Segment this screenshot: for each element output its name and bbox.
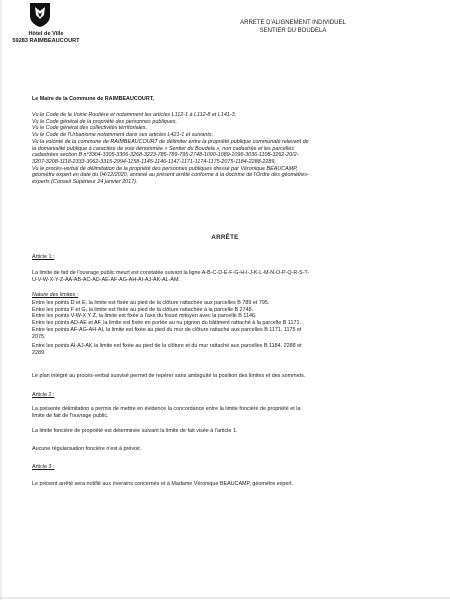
vu-line: cadastrées section B n°3304-3305-3306-3268-3223-785-789-795-2748-1090-1089-1096-3036-1108-3262-20/2- <box>32 152 299 159</box>
limit-line: Entre les points AF-AG-AH-AI, la limite est fixée au pied du mur de clôture rattaché aux parcelles B 1171, 1175 et <box>32 326 302 333</box>
vu-line: la domanialité publique à caractère de voie dénommée « Sentier du Boudela », non cadastrée et les parcelles <box>32 145 294 152</box>
vu-line: experts (Conseil Supérieur 24 janvier 2017). <box>32 179 138 186</box>
article-1-heading: Article 1 : <box>32 254 55 260</box>
document-title <box>218 20 368 35</box>
nature-heading: Nature des limites : <box>32 292 79 298</box>
article-2-regularisation: Aucune régularisation foncière n'est à prévoir. <box>32 446 142 452</box>
article-2-paragraph <box>32 406 300 419</box>
article-3-heading: Article 3 : <box>32 464 55 470</box>
article-2-line: La présente délimitation a permis de mettre en évidence la concordance entre la limite foncière de propriété et la <box>32 406 301 412</box>
vu-line: Vu le procès-verbal de délimitation de la propriété des personnes publiques dressé par Véronique BEAUCAMP, <box>32 165 298 172</box>
vu-line: Vu le Code de la Voirie Routière et notamment les articles L112-1 à L112-8 et L141-3, <box>32 112 237 118</box>
article-1-paragraph <box>32 270 309 283</box>
vu-line: Vu le Code de l'Urbanisme notamment dans ses articles L421-1 et suivants, <box>32 132 214 139</box>
limit-line: Entre les points V-W-X Y Z, la limite est fixée à l'axe du fossé mitoyen avec la parcelle B 1146. <box>32 313 257 320</box>
town-hall-postcode: 59283 RAIMBEAUCOURT <box>12 38 80 44</box>
limit-line: Entre les points D et E, la limite est fixée au pied de la clôture rattachée aux parcelles B 789 et 795. <box>32 300 270 306</box>
limit-line: Entre les points AD-AE et AF, la limite est fixée en portée au nu pignon du bâtiment rattaché à la parcelle B 1171. <box>32 320 301 327</box>
town-hall-address <box>6 31 86 45</box>
article-2-line: limite de fait de l'ouvrage public. <box>32 412 109 419</box>
document-title-line1: ARRETE D'ALIGNEMENT INDIVIDUEL <box>240 20 346 26</box>
document-title-line2: SENTIER DU BOUDELA <box>259 27 327 34</box>
town-hall-label: Hôtel de Ville <box>28 31 64 37</box>
limit-line: Entre les points F et G, la limite est fixée au pied de la clôture rattachée à la parcelle B 2748. <box>32 306 254 313</box>
vu-line: Vu le Code général de la propriété des personnes publiques, <box>32 118 177 125</box>
plan-statement: Le plan intégré au procès-verbal susvisé permet de repérer sans ambiguïté la position des limites et des sommets. <box>32 373 306 379</box>
municipal-crest-icon <box>28 2 52 28</box>
arrete-heading: ARRÊTE <box>211 234 239 241</box>
vu-line: géomètre expert en date du 04/12/2020, annexé au présent arrêté conforme à la doctrine de l'Ordre des géomètres- <box>32 172 309 179</box>
limit-line: Entre les points AI-AJ-AK la limite est fixée au pied de la clôture et du mur rattaché aux parcelles B 1184, 2288 et <box>32 343 302 350</box>
article-1-line: La limite de fait de l'ouvrage public meurt est constatée suivant la ligne A-B-C-D-E-F-G-H-I-J-K-L-M-N-O-P-Q-R-S-T- <box>32 270 310 276</box>
article-2-heading: Article 2 : <box>32 392 55 398</box>
vu-line: Vu la volonté de la commune de RAIMBEAUCOURT de délimiter entre la propriété publique communale relevant de <box>32 138 309 145</box>
article-3-notification: Le présent arrêté sera notifié aux riverains concernés et à Madame Véronique BEAUCAMP, géomètre expert. <box>32 481 294 487</box>
vu-line: Vu le Code général des collectivités territoriales, <box>32 125 147 132</box>
vu-line: 3207-3208-1118-2333-3062-3315-2994-1158-1145-1146-1147-1171-1174-1175-2075-1184-2288-2289, <box>32 158 276 165</box>
mayor-heading: Le Maire de la Commune de RAIMBEAUCOURT, <box>32 96 154 102</box>
limit-line: 2289. <box>32 349 46 356</box>
limits-list <box>32 300 302 357</box>
article-2-boundary: La limite foncière de propriété est déterminée suivant la limite de fait visée à l'article 1. <box>32 428 238 434</box>
article-1-line: U-V-W-X-Y-Z-AA-AB-AC-AD-AE-AF-AG-AH-AI-AJ-AK-AL-AM. <box>32 276 180 283</box>
limit-line: 2075. <box>32 333 46 340</box>
vu-list <box>32 112 309 186</box>
